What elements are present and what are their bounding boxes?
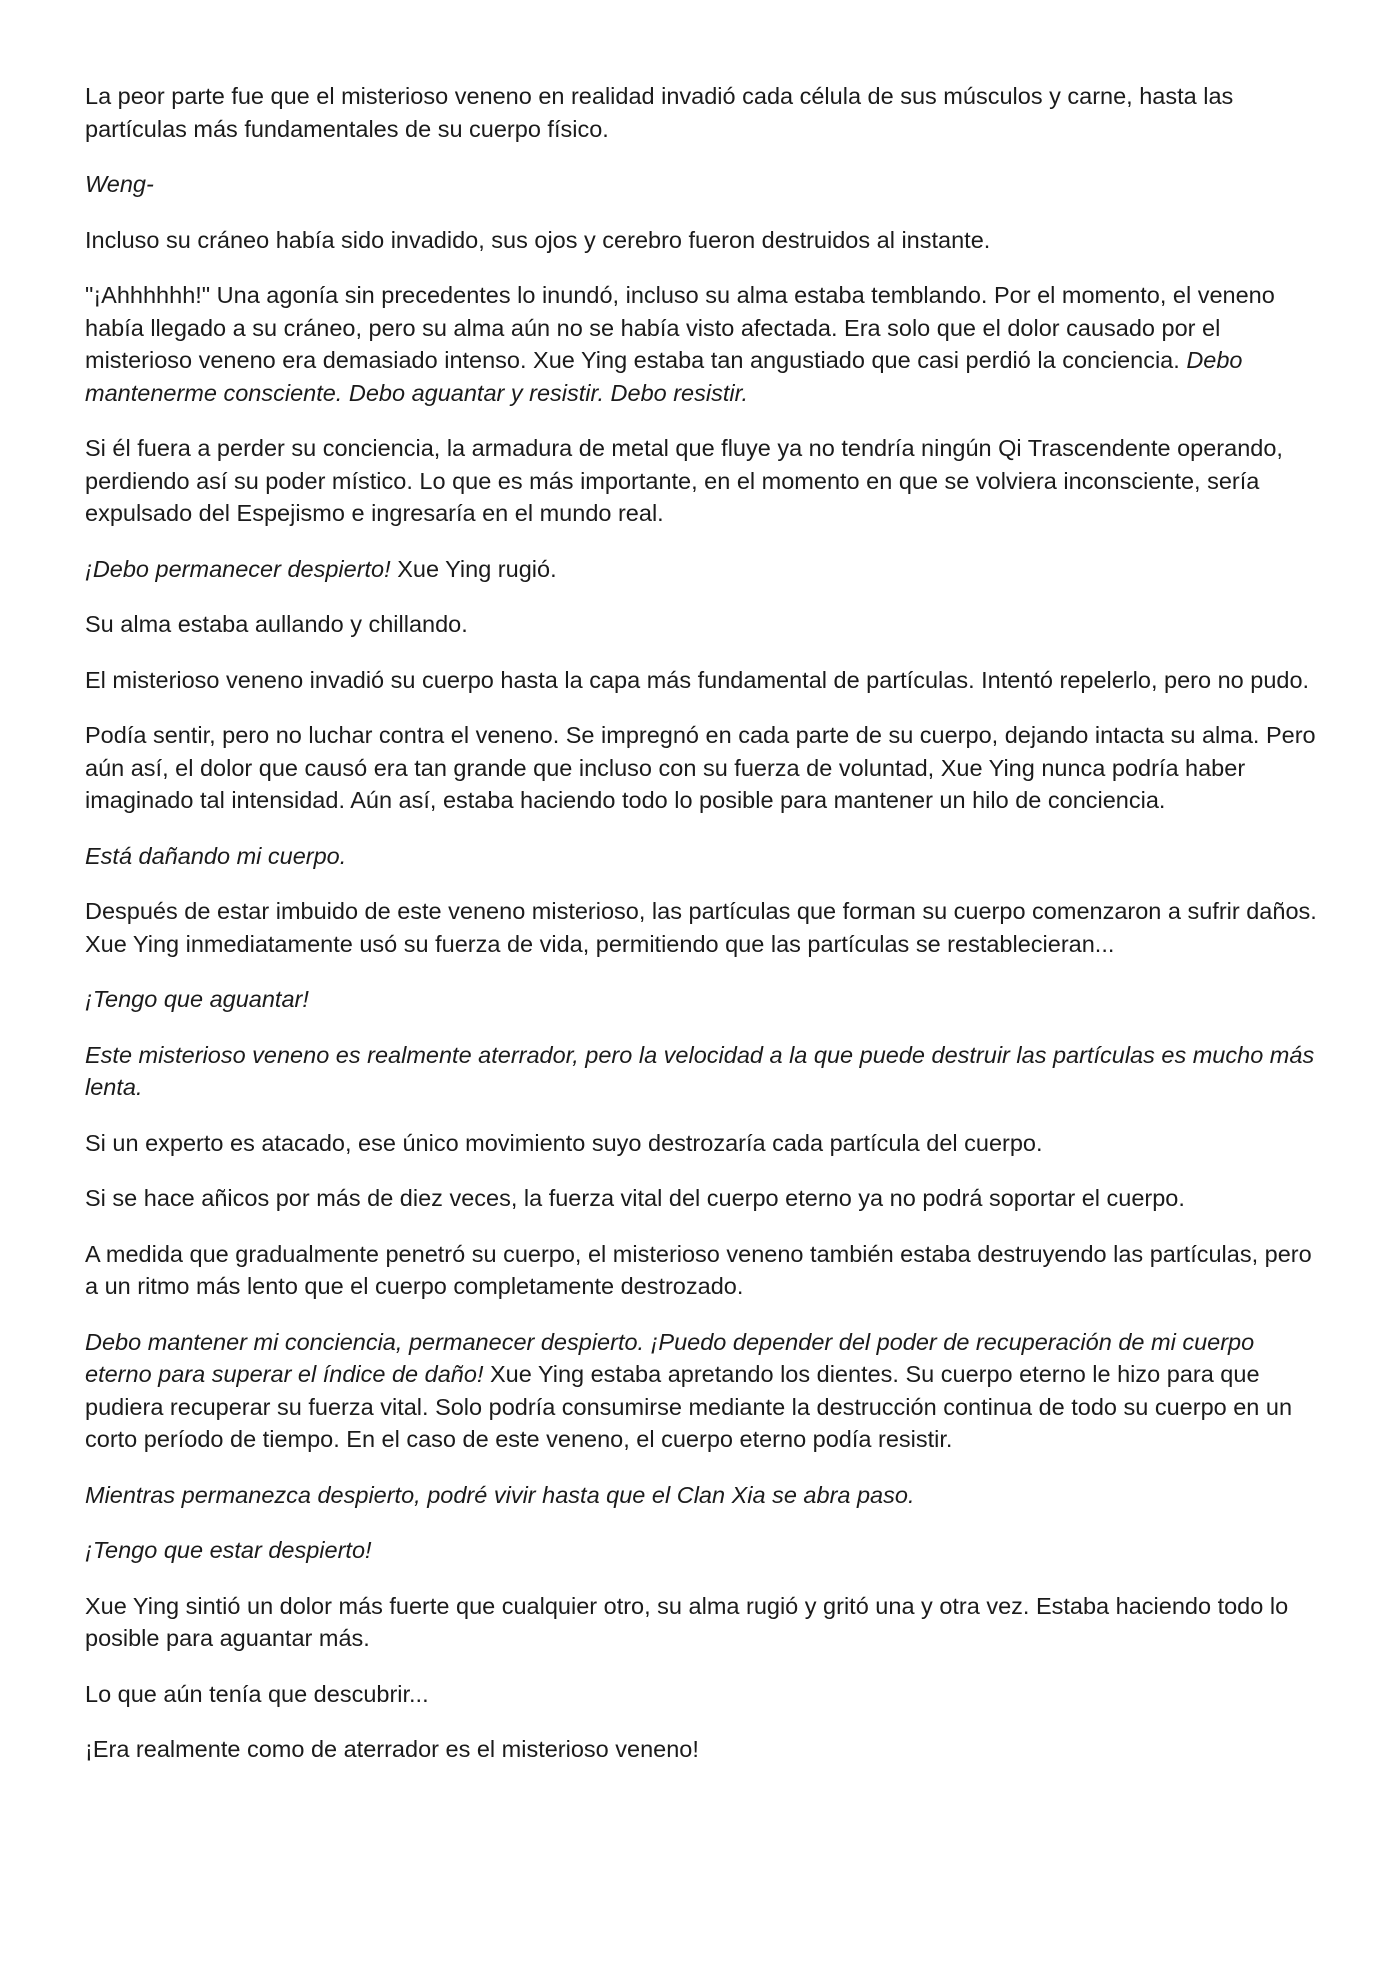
paragraph-italic-text: Debo mantener mi conciencia, permanecer despierto. ¡Puedo depender del poder de recuperación de mi cuerpo eterno para superar el índice de daño!	[85, 1328, 1255, 1387]
paragraph-italic-text: ¡Tengo que estar despierto!	[85, 1537, 372, 1563]
paragraph-text: Lo que aún tenía que descubrir...	[85, 1680, 429, 1707]
paragraph-text: Después de estar imbuido de este veneno misterioso, las partículas que forman su cuerpo comenzaron a sufrir daños. Xue Ying inmediatamente usó su fuerza de vida, permitiendo que las partículas se restablecieran...	[85, 898, 1317, 957]
paragraph	[85, 895, 1320, 960]
paragraph-text: Xue Ying rugió.	[390, 555, 557, 582]
paragraph-italic-text: Debo mantenerme consciente. Debo aguantar y resistir. Debo resistir.	[85, 347, 1243, 406]
paragraph	[85, 840, 1320, 873]
paragraph-italic-text: ¡Tengo que aguantar!	[85, 986, 309, 1012]
document-page	[85, 80, 1320, 1789]
paragraph-text: Xue Ying sintió un dolor más fuerte que cualquier otro, su alma rugió y gritó una y otra vez. Estaba haciendo todo lo posible para aguantar más.	[85, 1592, 1289, 1651]
paragraph-italic-text: Está dañando mi cuerpo.	[85, 842, 347, 869]
paragraph	[85, 1534, 1320, 1567]
paragraph	[85, 983, 1320, 1016]
paragraph-text: Su alma estaba aullando y chillando.	[85, 611, 468, 637]
paragraph-text: "¡Ahhhhhh!" Una agonía sin precedentes lo inundó, incluso su alma estaba temblando. Por el momento, el veneno había llegado a su cráneo, pero su alma aún no se había visto afectada. Era solo que el dolor causado por el misterioso veneno era demasiado intenso. Xue Ying estaba tan angustiado que casi perdió la conciencia.	[85, 282, 1275, 373]
paragraph-italic-text: ¡Debo permanecer despierto!	[85, 555, 391, 582]
paragraph-text: Si un experto es atacado, ese único movimiento suyo destrozaría cada partícula del cuerpo.	[85, 1129, 1043, 1156]
paragraph-text: Si se hace añicos por más de diez veces, la fuerza vital del cuerpo eterno ya no podrá soportar el cuerpo.	[85, 1185, 1185, 1211]
paragraph	[85, 1238, 1320, 1303]
paragraph-text: ¡Era realmente como de aterrador es el misterioso veneno!	[85, 1736, 699, 1762]
paragraph-text: El misterioso veneno invadió su cuerpo hasta la capa más fundamental de partículas. Intentó repelerlo, pero no pudo.	[85, 666, 1310, 693]
paragraph	[85, 719, 1320, 817]
paragraph-text: Incluso su cráneo había sido invadido, sus ojos y cerebro fueron destruidos al instante.	[85, 226, 991, 253]
paragraph-text: Xue Ying estaba apretando los dientes. Su cuerpo eterno le hizo para que pudiera recuperar su fuerza vital. Solo podría consumirse mediante la destrucción continua de todo su cuerpo en un corto período de tiempo. En el caso de este veneno, el cuerpo eterno podía resistir.	[85, 1361, 1293, 1452]
paragraph	[85, 553, 1320, 586]
paragraph	[85, 80, 1320, 145]
paragraph	[85, 279, 1320, 409]
paragraph-text: A medida que gradualmente penetró su cuerpo, el misterioso veneno también estaba destruyendo las partículas, pero a un ritmo más lento que el cuerpo completamente destrozado.	[85, 1240, 1312, 1299]
paragraph	[85, 1182, 1320, 1215]
paragraph	[85, 1733, 1320, 1766]
paragraph-text: Si él fuera a perder su conciencia, la armadura de metal que fluye ya no tendría ningún Qi Trascendente operando, perdiendo así su poder místico. Lo que es más importante, en el momento en que se volviera inconsciente, sería expulsado del Espejismo e ingresaría en el mundo real.	[85, 435, 1283, 526]
paragraph	[85, 1039, 1320, 1104]
paragraph-text: Podía sentir, pero no luchar contra el veneno. Se impregnó en cada parte de su cuerpo, dejando intacta su alma. Pero aún así, el dolor que causó era tan grande que incluso con su fuerza de voluntad, Xue Ying nunca podría haber imaginado tal intensidad. Aún así, estaba haciendo todo lo posible para mantener un hilo de conciencia.	[85, 722, 1316, 813]
paragraph	[85, 1127, 1320, 1160]
paragraph-italic-text: Weng-	[85, 171, 154, 197]
paragraph	[85, 168, 1320, 201]
paragraph	[85, 1479, 1320, 1512]
paragraph	[85, 1590, 1320, 1655]
paragraph	[85, 664, 1320, 697]
paragraph-italic-text: Este misterioso veneno es realmente aterrador, pero la velocidad a la que puede destruir las partículas es mucho más lenta.	[85, 1041, 1315, 1100]
paragraph	[85, 1678, 1320, 1711]
paragraph-italic-text: Mientras permanezca despierto, podré vivir hasta que el Clan Xia se abra paso.	[85, 1481, 915, 1508]
paragraph	[85, 608, 1320, 641]
paragraph	[85, 1326, 1320, 1456]
paragraph	[85, 224, 1320, 257]
paragraph	[85, 432, 1320, 530]
paragraph-text: La peor parte fue que el misterioso veneno en realidad invadió cada célula de sus músculos y carne, hasta las partículas más fundamentales de su cuerpo físico.	[85, 83, 1234, 142]
